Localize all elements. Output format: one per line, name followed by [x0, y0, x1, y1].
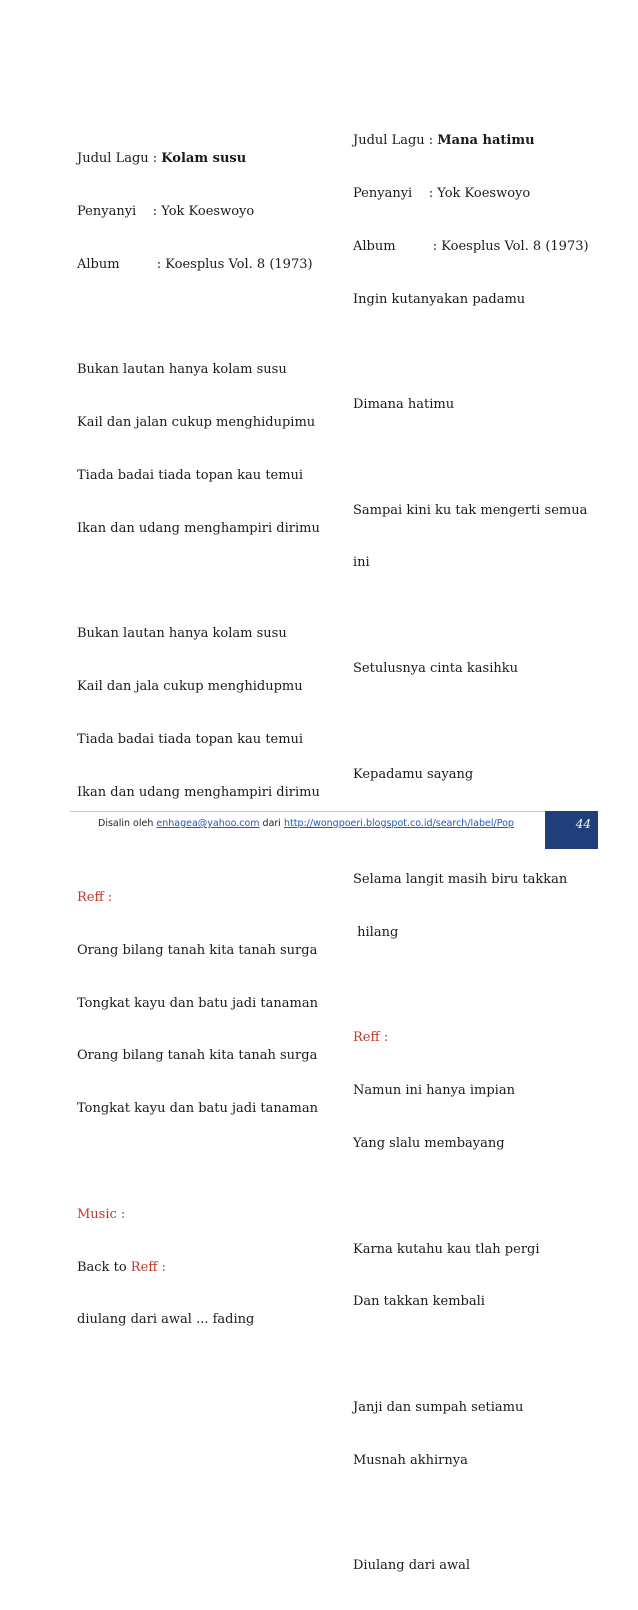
footer-credit [98, 818, 514, 829]
lyric-line: Ikan dan udang menghampiri dirimu [77, 784, 320, 800]
lyric-line: Janji dan sumpah setiamu [353, 1399, 524, 1415]
lyric-line: Tongkat kayu dan batu jadi tanaman [77, 1101, 318, 1117]
lyric-line: Ingin kutanyakan padamu [353, 291, 526, 307]
lyric-line: Yang slalu membayang [353, 1136, 505, 1152]
song-title-line [77, 150, 320, 168]
lyric-line: Dan takkan kembali [353, 1294, 485, 1310]
song-title-line [353, 132, 589, 150]
lyric-line: Ikan dan udang menghampiri dirimu [77, 520, 320, 536]
email-link[interactable]: enhagea@yahoo.com [156, 818, 260, 829]
music-label: Music : [77, 1206, 126, 1222]
album-line: Album : Koesplus Vol. 8 (1973) [77, 256, 313, 272]
lyric-line: Sampai kini ku tak mengerti semua [353, 502, 588, 518]
lyric-line: Orang bilang tanah kita tanah surga [77, 942, 318, 958]
lyric-line: Setulusnya cinta kasihku [353, 661, 518, 676]
title-label: Judul Lagu : [353, 133, 438, 149]
lyric-line: Namun ini hanya impian [353, 1083, 515, 1099]
singer-line: Penyanyi : Yok Koeswoyo [353, 185, 531, 201]
page-number: 44 [575, 817, 591, 831]
lyric-line: Tongkat kayu dan batu jadi tanaman [77, 995, 318, 1011]
page-number-badge [545, 811, 598, 849]
lyric-line: Kepadamu sayang [353, 766, 474, 782]
lyric-line: Orang bilang tanah kita tanah surga [77, 1048, 318, 1064]
lyric-line: Bukan lautan hanya kolam susu [77, 626, 287, 642]
back-to-line [77, 1259, 320, 1277]
footer-prefix: Disalin oleh [98, 818, 157, 829]
album-line: Album : Koesplus Vol. 8 (1973) [353, 238, 589, 254]
lyric-line: Musnah akhirnya [353, 1452, 468, 1468]
song-title: Mana hatimu [437, 133, 535, 149]
song-right [353, 97, 589, 1610]
lyric-line: ini [353, 555, 370, 571]
lyric-line: Tiada badai tiada topan kau temui [77, 731, 304, 747]
lyric-line: Bukan lautan hanya kolam susu [77, 362, 287, 378]
singer-line: Penyanyi : Yok Koeswoyo [77, 203, 255, 219]
lyric-line: Karna kutahu kau tlah pergi [353, 1241, 540, 1257]
footer-middle: dari [259, 818, 284, 829]
ending-line: diulang dari awal ... fading [77, 1312, 255, 1328]
back-to-text: Back to [77, 1259, 131, 1275]
reff-label: Reff : [353, 1030, 389, 1046]
lyric-line: Kail dan jala cukup menghidupmu [77, 679, 303, 694]
source-url-link[interactable]: http://wongpoeri.blogspot.co.id/search/label/Pop [283, 818, 514, 829]
song-left [77, 115, 320, 1364]
lyric-line: Dimana hatimu [353, 397, 455, 413]
lyric-line: Selama langit masih biru takkan [353, 872, 568, 888]
lyric-line: Tiada badai tiada topan kau temui [77, 467, 304, 483]
ending-line: Diulang dari awal [353, 1558, 471, 1574]
footer-divider [70, 811, 598, 812]
lyric-line: Kail dan jalan cukup menghidupimu [77, 415, 316, 431]
reff-label: Reff : [77, 890, 113, 906]
song-title: Kolam susu [161, 151, 247, 167]
lyric-line: hilang [353, 924, 399, 940]
title-label: Judul Lagu : [77, 151, 162, 167]
back-to-reff: Reff : [130, 1259, 167, 1275]
